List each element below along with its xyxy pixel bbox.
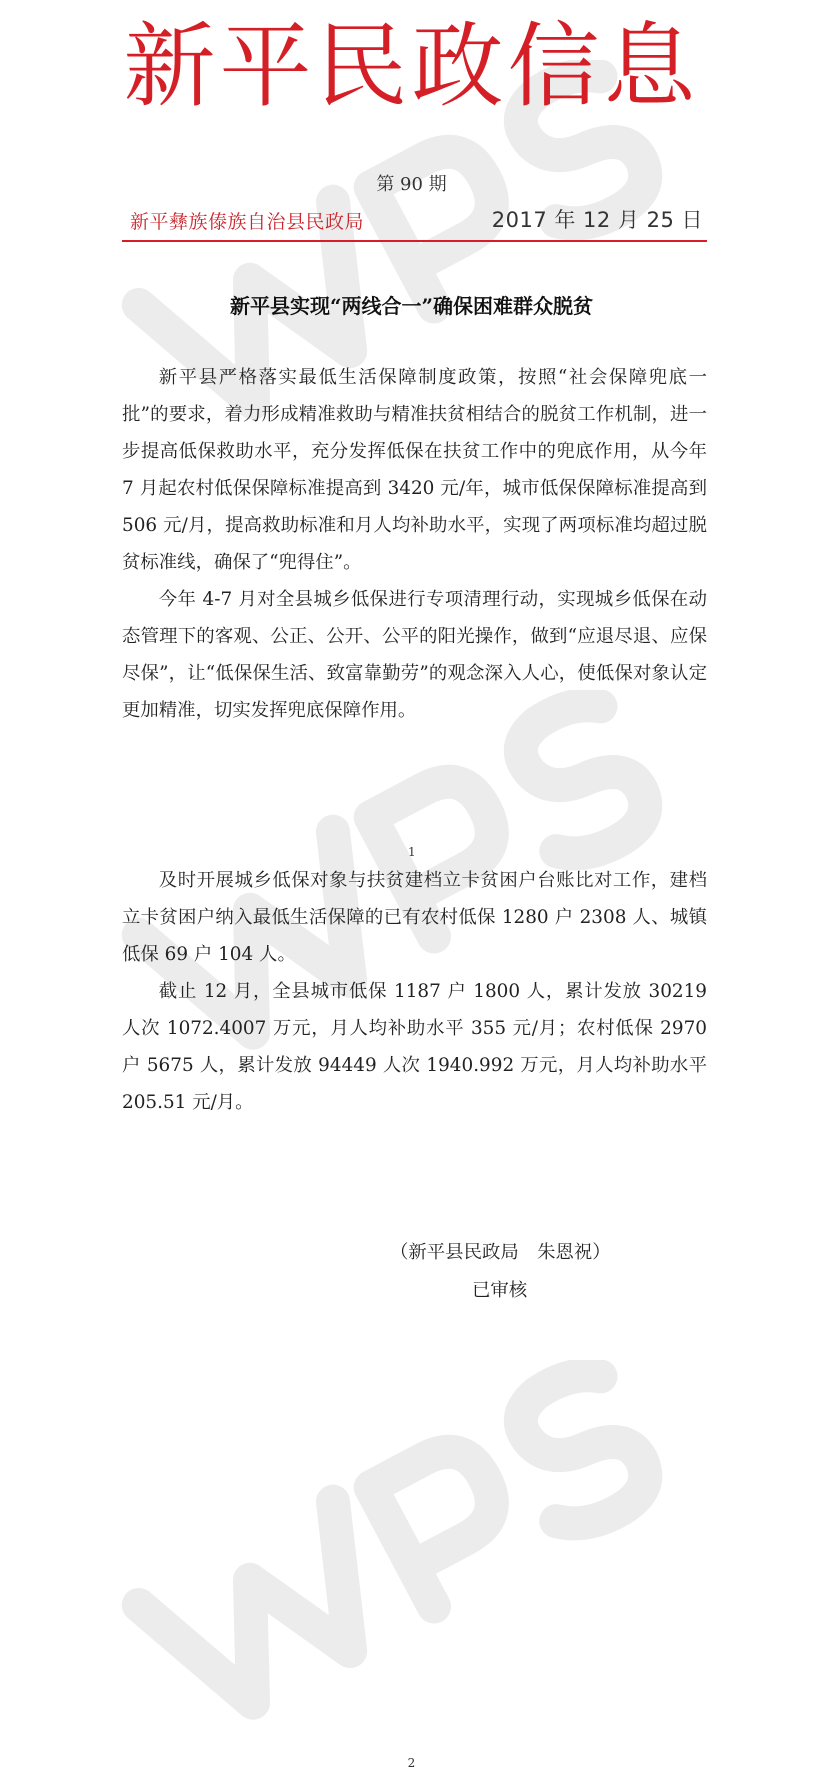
issuing-organization: 新平彝族傣族自治县民政局 — [130, 211, 365, 233]
reviewed-note: 已审核 — [472, 1280, 528, 1301]
article-paragraph: 及时开展城乡低保对象与扶贫建档立卡贫困户台账比对工作，建档立卡贫困户纳入最低生活保障的已有农村低保 1280 户 2308 人、城镇低保 69 户 104 人。 — [122, 870, 707, 965]
page-number: 2 — [407, 1756, 416, 1770]
article-paragraph: 新平县严格落实最低生活保障制度政策，按照“社会保障兜底一批”的要求，着力形成精准救助与精准扶贫相结合的脱贫工作机制，进一步提高低保救助水平，充分发挥低保在扶贫工作中的兜底作用，从今年 7 月起农村低保保障标准提高到 3420 元/年，城市低保保障标准提高到 506 元/月，提高救助标准和月人均补助水平，实现了两项标准均超过脱贫标准线，确保了“兜得住”。 — [122, 367, 707, 573]
issue-date: 2017 年 12 月 25 日 — [491, 208, 703, 232]
wps-watermark-icon — [100, 1360, 720, 1720]
author-line: （新平县民政局 朱恩祝） — [390, 1242, 611, 1263]
header-divider — [122, 240, 707, 242]
article-body-bottom — [122, 862, 707, 1121]
article-paragraph: 今年 4-7 月对全县城乡低保进行专项清理行动，实现城乡低保在动态管理下的客观、公正、公开、公平的阳光操作，做到“应退尽退、应保尽保”，让“低保保生活、致富靠勤劳”的观念深入人心，使低保对象认定更加精准，切实发挥兜底保障作用。 — [122, 589, 707, 721]
masthead-title: 新平民政信息 — [123, 13, 700, 120]
issue-number: 第 90 期 — [376, 174, 447, 195]
article-title: 新平县实现“两线合一”确保困难群众脱贫 — [229, 294, 593, 318]
sign-off — [390, 1234, 611, 1310]
article-body-top — [122, 359, 707, 729]
article-paragraph: 截止 12 月，全县城市低保 1187 户 1800 人，累计发放 30219 人次 1072.4007 万元，月人均补助水平 355 元/月；农村低保 2970 户 5675 人，累计发放 94449 人次 1940.992 万元，月人均补助水平 205.51 元/月。 — [122, 981, 707, 1113]
page-number-marker: 1 — [408, 845, 416, 859]
